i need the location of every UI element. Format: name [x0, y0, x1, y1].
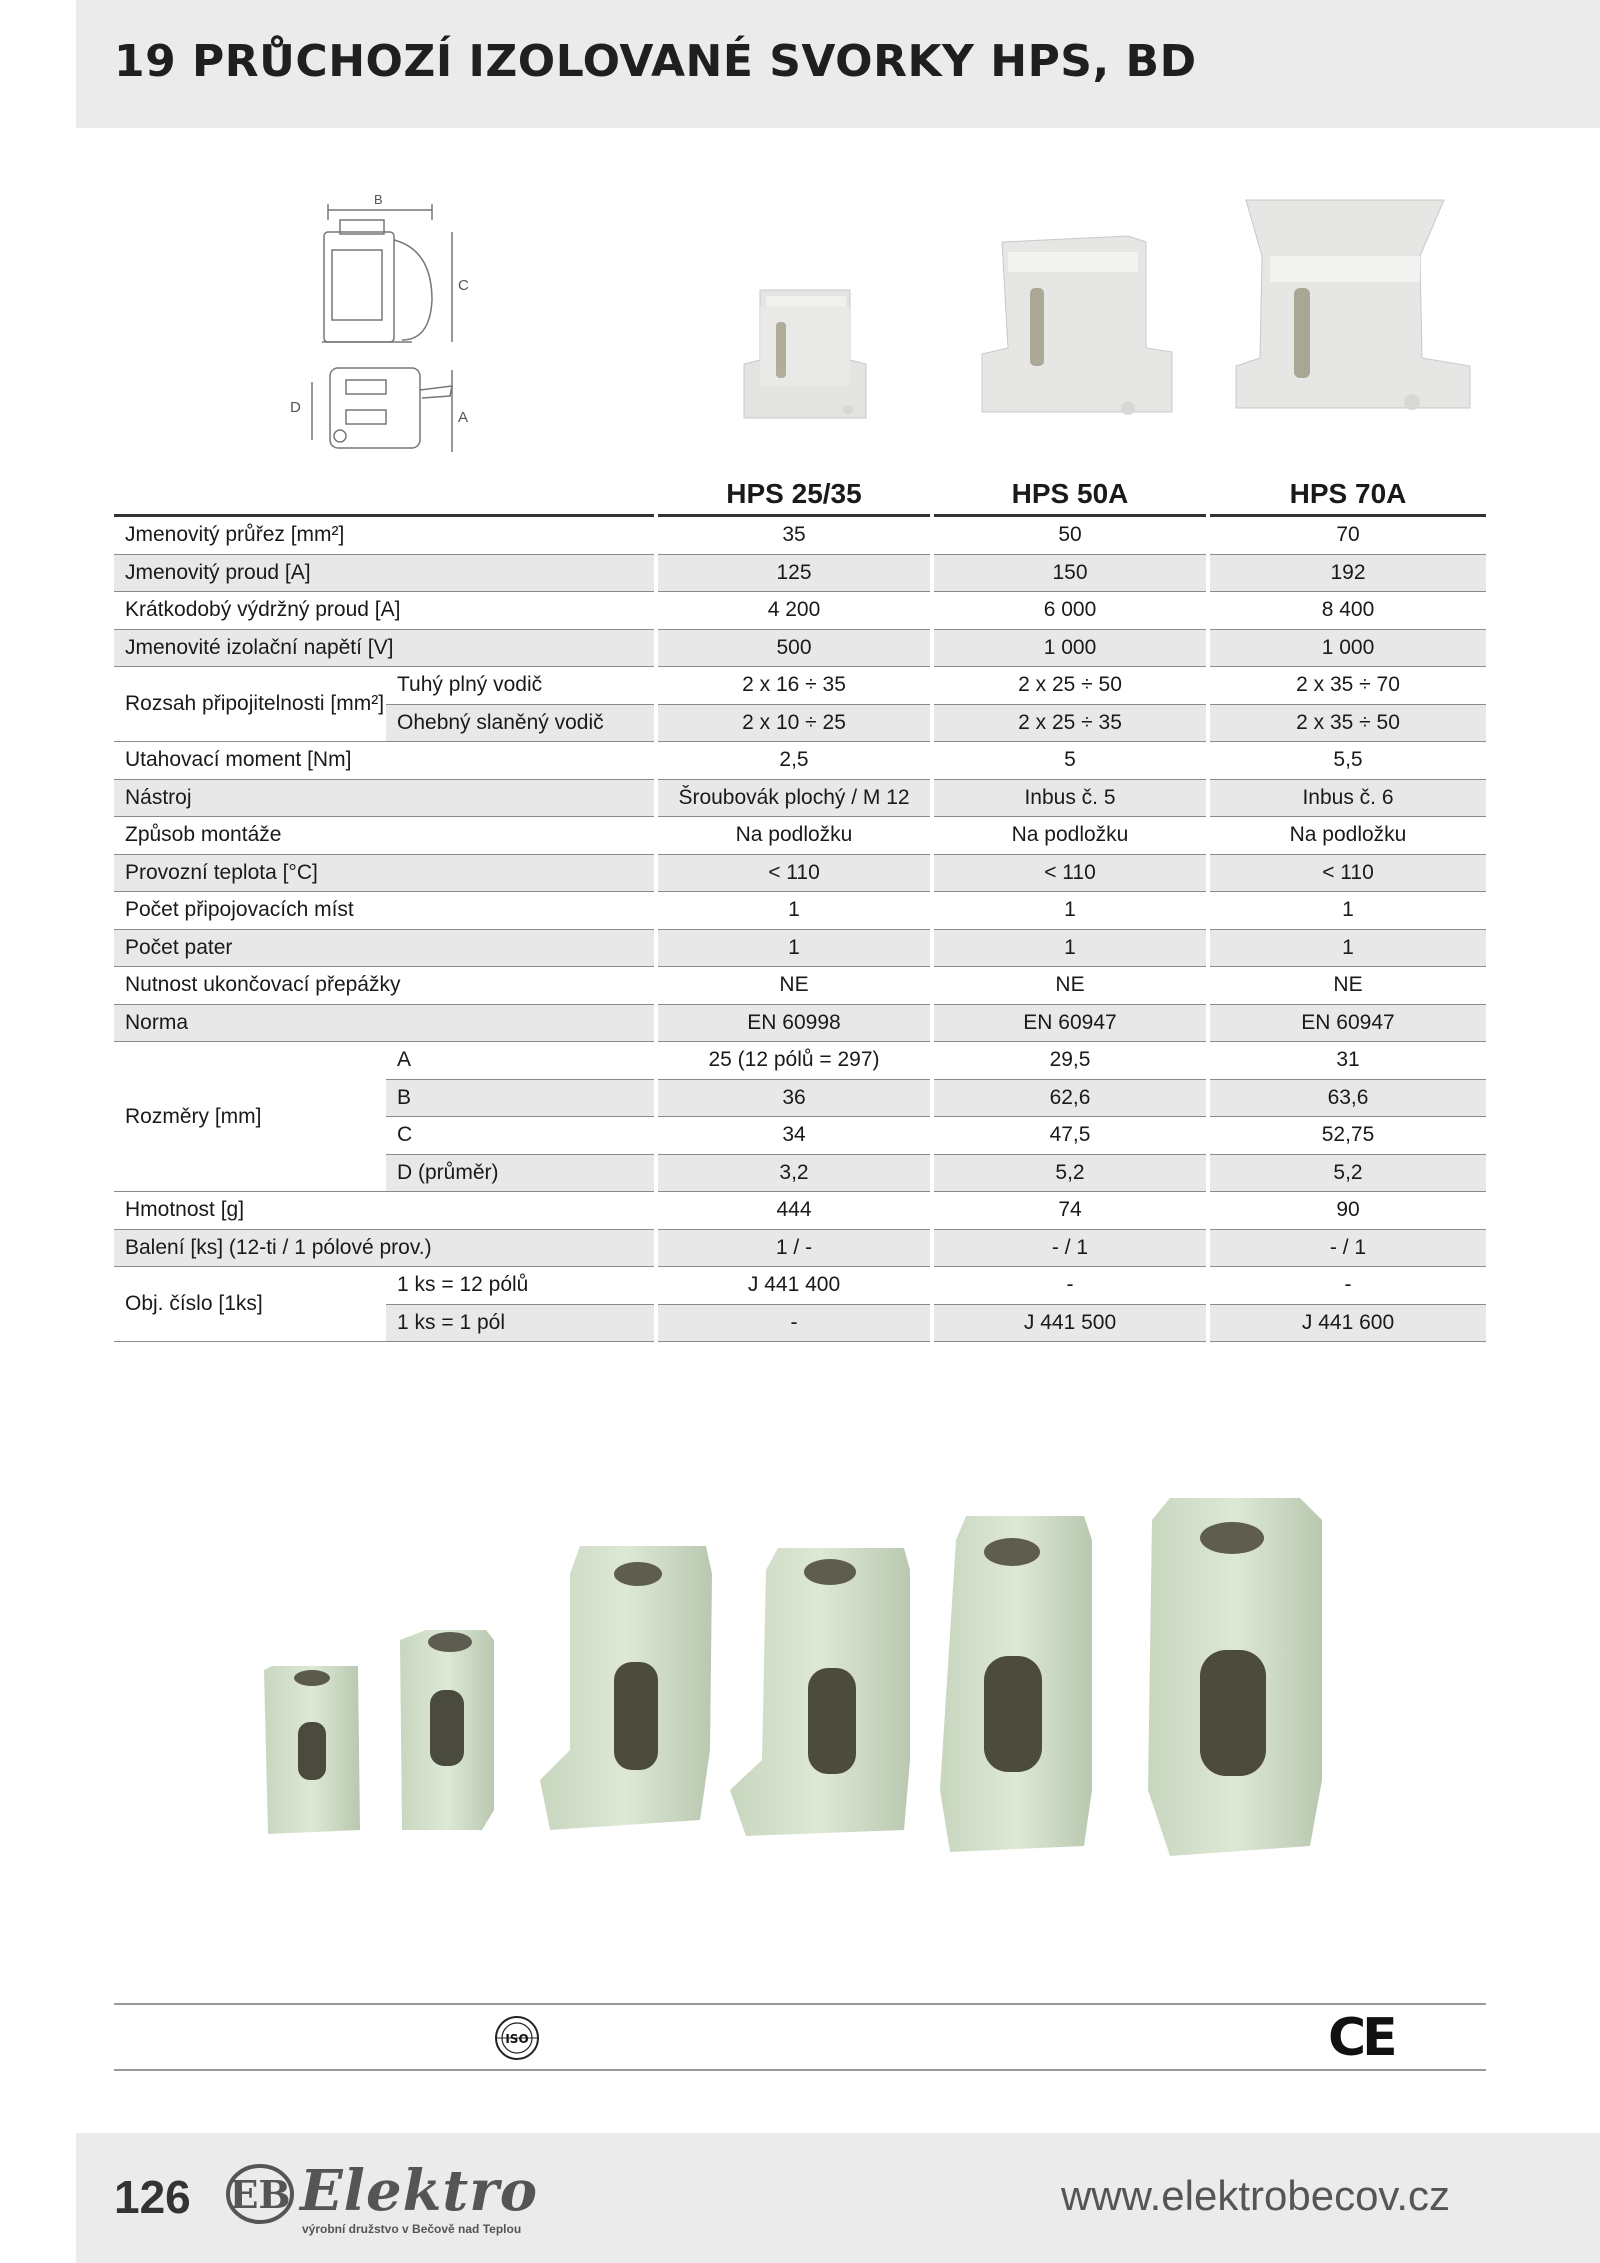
- cell: Inbus č. 5: [934, 780, 1206, 818]
- product-image-hps-50a: [978, 222, 1178, 422]
- cell: 1: [658, 892, 930, 930]
- ce-mark: CE: [1328, 2008, 1394, 2068]
- table-row: [114, 742, 1486, 780]
- cell: NE: [1210, 967, 1486, 1005]
- row-label: Rozměry [mm]: [114, 1042, 386, 1192]
- dimension-drawing: [282, 190, 502, 470]
- table-row: [114, 1042, 1486, 1080]
- cell: 35: [658, 517, 930, 555]
- column-header-hps-50a: HPS 50A: [934, 472, 1206, 517]
- cell: 34: [658, 1117, 930, 1155]
- cell: 150: [934, 555, 1206, 593]
- cell: < 110: [1210, 855, 1486, 893]
- table-header-row: [114, 472, 1486, 517]
- table-row: [114, 1005, 1486, 1043]
- cell: 5,2: [934, 1155, 1206, 1193]
- table-row: [114, 1192, 1486, 1230]
- dim-d-label: D: [290, 399, 301, 416]
- logo-subtitle: výrobní družstvo v Bečově nad Teplou: [302, 2222, 522, 2236]
- row-sublabel: Ohebný slaněný vodič: [386, 705, 654, 743]
- row-label: Jmenovitý proud [A]: [114, 555, 654, 593]
- table-row: [114, 517, 1486, 555]
- cell: 36: [658, 1080, 930, 1118]
- table-row: [114, 592, 1486, 630]
- row-label: Rozsah připojitelnosti [mm²]: [114, 667, 386, 742]
- cell: 2 x 16 ÷ 35: [658, 667, 930, 705]
- cell: 192: [1210, 555, 1486, 593]
- table-row: [114, 855, 1486, 893]
- cell: NE: [658, 967, 930, 1005]
- cell: 8 400: [1210, 592, 1486, 630]
- product-image-hps-25: [730, 270, 880, 420]
- logo-wordmark: Elektro: [300, 2158, 539, 2224]
- cell: - / 1: [1210, 1230, 1486, 1268]
- cell: 500: [658, 630, 930, 668]
- cell: 2 x 25 ÷ 50: [934, 667, 1206, 705]
- cell: 47,5: [934, 1117, 1206, 1155]
- spec-table: [114, 472, 1486, 1342]
- svg-text:EB: EB: [229, 2172, 291, 2217]
- cell: 4 200: [658, 592, 930, 630]
- cell: Na podložku: [934, 817, 1206, 855]
- row-sublabel: C: [386, 1117, 654, 1155]
- row-sublabel: D (průměr): [386, 1155, 654, 1193]
- row-label: Obj. číslo [1ks]: [114, 1267, 386, 1342]
- table-row: [114, 1230, 1486, 1268]
- cell: 1: [658, 930, 930, 968]
- cell: J 441 500: [934, 1305, 1206, 1343]
- cell: 90: [1210, 1192, 1486, 1230]
- cell: NE: [934, 967, 1206, 1005]
- table-row: [114, 630, 1486, 668]
- header-bar: [76, 0, 1600, 128]
- cell: 62,6: [934, 1080, 1206, 1118]
- cell: 1: [934, 892, 1206, 930]
- cell: 74: [934, 1192, 1206, 1230]
- table-row: [114, 967, 1486, 1005]
- page-number: 126: [114, 2171, 191, 2223]
- cell: 2 x 35 ÷ 50: [1210, 705, 1486, 743]
- row-label: Nástroj: [114, 780, 654, 818]
- cell: J 441 400: [658, 1267, 930, 1305]
- table-row: [114, 667, 1486, 705]
- cell: 2 x 10 ÷ 25: [658, 705, 930, 743]
- row-label: Balení [ks] (12-ti / 1 pólové prov.): [114, 1230, 654, 1268]
- cell: 5,5: [1210, 742, 1486, 780]
- cell: 50: [934, 517, 1206, 555]
- cell: 5: [934, 742, 1206, 780]
- cell: 3,2: [658, 1155, 930, 1193]
- cell: 25 (12 pólů = 297): [658, 1042, 930, 1080]
- cell: - / 1: [934, 1230, 1206, 1268]
- row-label: Počet pater: [114, 930, 654, 968]
- row-sublabel: Tuhý plný vodič: [386, 667, 654, 705]
- cell: < 110: [934, 855, 1206, 893]
- dim-b-label: B: [374, 192, 383, 207]
- row-sublabel: 1 ks = 12 pólů: [386, 1267, 654, 1305]
- cell: 1: [1210, 930, 1486, 968]
- cell: 2 x 35 ÷ 70: [1210, 667, 1486, 705]
- cell: 1 000: [1210, 630, 1486, 668]
- company-logo: [226, 2158, 539, 2238]
- product-image-hps-70a: [1234, 196, 1474, 426]
- row-sublabel: A: [386, 1042, 654, 1080]
- cell: 6 000: [934, 592, 1206, 630]
- row-label: Nutnost ukončovací přepážky: [114, 967, 654, 1005]
- row-sublabel: B: [386, 1080, 654, 1118]
- dim-c-label: C: [458, 277, 469, 294]
- row-label: Hmotnost [g]: [114, 1192, 654, 1230]
- row-label: Krátkodobý výdržný proud [A]: [114, 592, 654, 630]
- column-header-hps-70a: HPS 70A: [1210, 472, 1486, 517]
- column-header-hps-25-35: HPS 25/35: [658, 472, 930, 517]
- row-label: Provozní teplota [°C]: [114, 855, 654, 893]
- iso-certification-icon: [494, 2015, 540, 2061]
- cell: Šroubovák plochý / M 12: [658, 780, 930, 818]
- cell: -: [1210, 1267, 1486, 1305]
- cell: 2 x 25 ÷ 35: [934, 705, 1206, 743]
- cell: 70: [1210, 517, 1486, 555]
- row-label: Jmenovité izolační napětí [V]: [114, 630, 654, 668]
- product-lineup-photo: [250, 1490, 1370, 1890]
- cell: -: [934, 1267, 1206, 1305]
- row-label: Počet připojovacích míst: [114, 892, 654, 930]
- dim-a-label: A: [458, 409, 469, 426]
- cell: 63,6: [1210, 1080, 1486, 1118]
- cell: J 441 600: [1210, 1305, 1486, 1343]
- divider-bottom: [114, 2069, 1486, 2071]
- cell: Na podložku: [658, 817, 930, 855]
- table-row: [114, 1267, 1486, 1305]
- row-label: Způsob montáže: [114, 817, 654, 855]
- cell: 2,5: [658, 742, 930, 780]
- cell: -: [658, 1305, 930, 1343]
- row-label: Utahovací moment [Nm]: [114, 742, 654, 780]
- cell: 5,2: [1210, 1155, 1486, 1193]
- table-row: [114, 930, 1486, 968]
- cell: 444: [658, 1192, 930, 1230]
- cell: Inbus č. 6: [1210, 780, 1486, 818]
- table-row: [114, 780, 1486, 818]
- cell: 29,5: [934, 1042, 1206, 1080]
- cell: 1: [1210, 892, 1486, 930]
- table-row: [114, 555, 1486, 593]
- website-url[interactable]: www.elektrobecov.cz: [1060, 2172, 1450, 2219]
- row-label: Jmenovitý průřez [mm²]: [114, 517, 654, 555]
- cell: 125: [658, 555, 930, 593]
- iso-label: ISO: [505, 2032, 529, 2046]
- cell: EN 60947: [1210, 1005, 1486, 1043]
- cell: 52,75: [1210, 1117, 1486, 1155]
- row-label: Norma: [114, 1005, 654, 1043]
- eb-logo-icon: [226, 2162, 296, 2226]
- cell: < 110: [658, 855, 930, 893]
- cell: 1: [934, 930, 1206, 968]
- cell: EN 60947: [934, 1005, 1206, 1043]
- page-title: 19 PRŮCHOZÍ IZOLOVANÉ SVORKY HPS, BD: [114, 36, 1197, 87]
- table-row: [114, 892, 1486, 930]
- row-sublabel: 1 ks = 1 pól: [386, 1305, 654, 1343]
- cell: 1 000: [934, 630, 1206, 668]
- table-row: [114, 817, 1486, 855]
- cell: Na podložku: [1210, 817, 1486, 855]
- divider-top: [114, 2003, 1486, 2005]
- cell: 31: [1210, 1042, 1486, 1080]
- cell: 1 / -: [658, 1230, 930, 1268]
- cell: EN 60998: [658, 1005, 930, 1043]
